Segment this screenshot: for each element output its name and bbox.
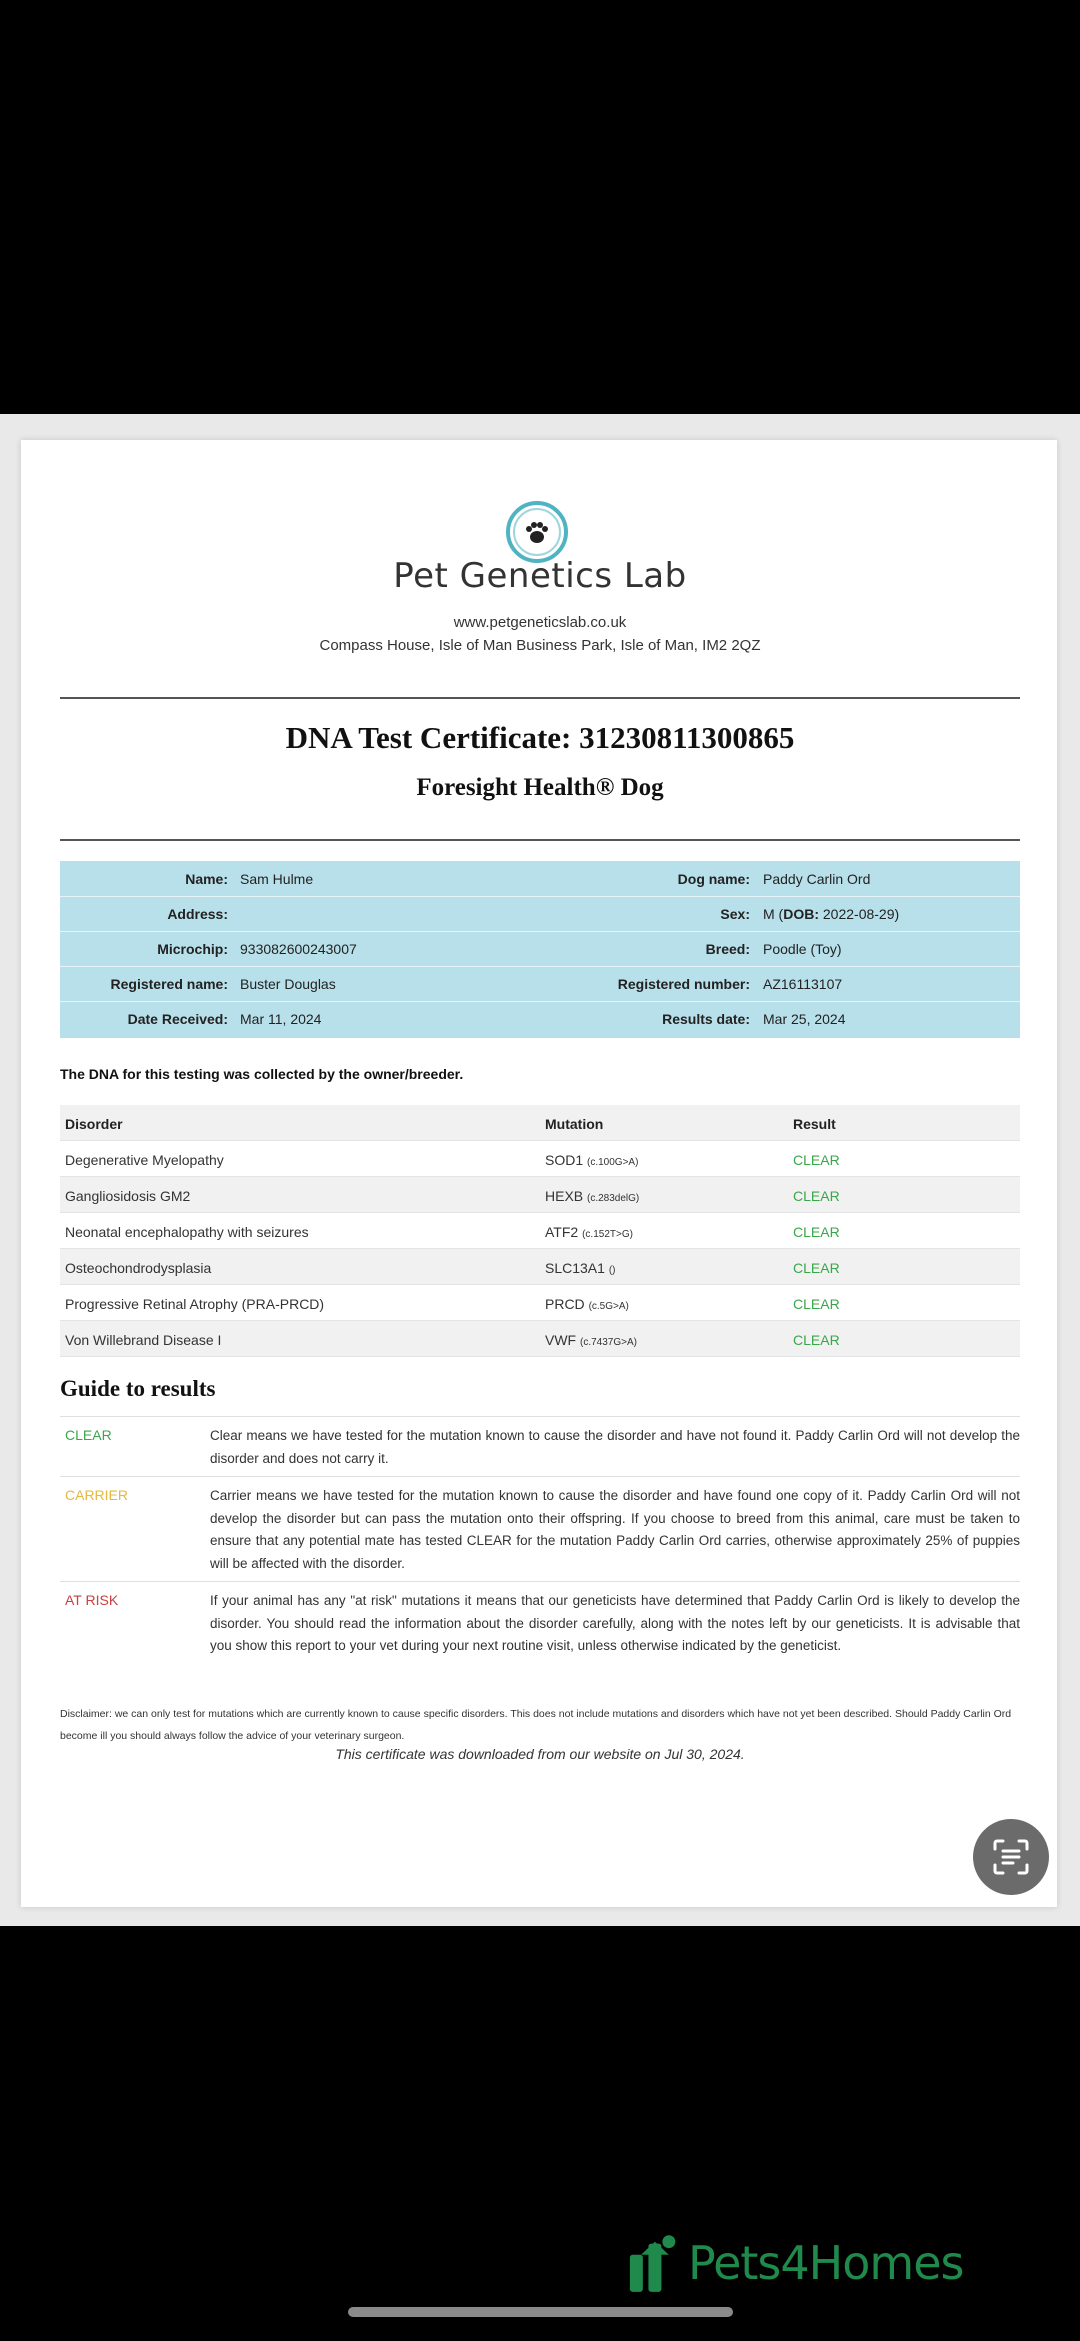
brand-watermark <box>628 2232 1048 2296</box>
date-received-value: Mar 11, 2024 <box>240 1011 322 1027</box>
info-row <box>60 931 1020 967</box>
sex-dob: M (DOB: 2022-08-29) <box>763 906 900 922</box>
results-date-value: Mar 25, 2024 <box>763 1011 846 1027</box>
info-label: Registered number: <box>617 976 750 992</box>
registered-name-value: Buster Douglas <box>240 976 336 992</box>
owner-name: Sam Hulme <box>240 871 314 887</box>
table-row <box>60 1141 1020 1177</box>
info-label: Dog name: <box>677 871 750 887</box>
result-cell: CLEAR <box>793 1224 840 1240</box>
info-label: Sex: <box>720 906 750 922</box>
microchip-value: 933082600243007 <box>240 941 357 957</box>
mutation-cell: SLC13A1 () <box>545 1260 616 1276</box>
download-note: This certificate was downloaded from our website on Jul 30, 2024. <box>335 1746 745 1762</box>
pets4homes-logo-icon <box>628 2234 680 2294</box>
table-header <box>60 1105 1020 1141</box>
info-row <box>60 861 1020 897</box>
result-cell: CLEAR <box>793 1296 840 1312</box>
guide-description: Clear means we have tested for the mutation known to cause the disorder and have not found it. Paddy Carlin Ord will not develop the disorder and does not carry it. <box>210 1428 1020 1466</box>
certificate-subtitle: Foresight Health® Dog <box>416 774 664 801</box>
info-label: Microchip: <box>157 941 228 957</box>
info-row <box>60 966 1020 1002</box>
results-guide <box>60 1416 1020 1664</box>
result-cell: CLEAR <box>793 1152 840 1168</box>
disorder-cell: Von Willebrand Disease I <box>65 1332 222 1348</box>
guide-term-carrier: CARRIER <box>65 1487 129 1503</box>
scan-text-button[interactable] <box>973 1819 1049 1895</box>
dog-name: Paddy Carlin Ord <box>763 871 871 887</box>
mutation-cell: PRCD (c.5G>A) <box>545 1296 629 1312</box>
table-row <box>60 1321 1020 1357</box>
guide-term-at-risk: AT RISK <box>65 1592 119 1608</box>
mutation-cell: VWF (c.7437G>A) <box>545 1332 637 1348</box>
mutation-cell: ATF2 (c.152T>G) <box>545 1224 633 1240</box>
guide-description: If your animal has any "at risk" mutations it means that our geneticists have determined that Paddy Carlin Ord is likely to develop the disorder. You should read the information about the disorder carefully, along with the notes left by our geneticists. It is advisable that you show this report to your vet during your next routine visit, unless otherwise indicated by the geneticist. <box>210 1593 1020 1653</box>
certificate-title: DNA Test Certificate: 31230811300865 <box>285 720 795 755</box>
table-row <box>60 1213 1020 1249</box>
table-row <box>60 1249 1020 1285</box>
disorder-cell: Degenerative Myelopathy <box>65 1152 224 1168</box>
home-indicator[interactable] <box>348 2307 733 2317</box>
table-row <box>60 1285 1020 1321</box>
scan-text-icon <box>973 1819 1049 1895</box>
lab-name: Pet Genetics Lab <box>393 556 687 596</box>
result-cell: CLEAR <box>793 1260 840 1276</box>
info-label: Date Received: <box>127 1011 228 1027</box>
info-label: Results date: <box>662 1011 750 1027</box>
table-row <box>60 1177 1020 1213</box>
info-label: Address: <box>167 906 228 922</box>
collection-note: The DNA for this testing was collected by the owner/breeder. <box>60 1066 464 1082</box>
divider <box>60 839 1020 841</box>
info-label: Breed: <box>705 941 750 957</box>
lab-address: Compass House, Isle of Man Business Park, Isle of Man, IM2 2QZ <box>319 637 761 654</box>
owner-dog-info <box>60 861 1020 1038</box>
paw-logo-icon <box>505 500 569 564</box>
registered-number-value: AZ16113107 <box>763 976 843 992</box>
mutation-cell: HEXB (c.283delG) <box>545 1188 640 1204</box>
mutation-cell: SOD1 (c.100G>A) <box>545 1152 639 1168</box>
disorder-cell: Neonatal encephalopathy with seizures <box>65 1224 309 1240</box>
result-cell: CLEAR <box>793 1332 840 1348</box>
info-label: Name: <box>185 871 228 887</box>
guide-item <box>60 1476 1020 1581</box>
guide-item <box>60 1416 1020 1476</box>
brand-name: Pets4Homes <box>688 2236 964 2290</box>
info-row <box>60 896 1020 932</box>
column-header: Result <box>793 1116 836 1132</box>
disorder-cell: Osteochondrodysplasia <box>65 1260 212 1276</box>
breed-value: Poodle (Toy) <box>763 941 842 957</box>
guide-description: Carrier means we have tested for the mutation known to cause the disorder and have found one copy of it. Paddy Carlin Ord will not develop the disorder but can pass the mutation onto their offspring. If you choose to breed from this animal, care must be taken to ensure that any potential mate has tested CLEAR for the mutation Paddy Carlin Ord carries, otherwise approximately 25% of puppies will be affected with the disorder. <box>210 1488 1020 1571</box>
results-table <box>60 1105 1020 1357</box>
disclaimer: Disclaimer: we can only test for mutations which are currently known to cause specific disorders. This does not include mutations and disorders which have not yet been described. Should Paddy Carlin Ord become ill you should always follow the advice of your veterinary surgeon. <box>60 1708 1012 1742</box>
column-header: Disorder <box>65 1116 123 1132</box>
guide-term-clear: CLEAR <box>65 1427 112 1443</box>
guide-item <box>60 1581 1020 1664</box>
disorder-cell: Gangliosidosis GM2 <box>65 1188 191 1204</box>
info-row <box>60 1001 1020 1036</box>
divider <box>60 697 1020 699</box>
info-label: Registered name: <box>110 976 228 992</box>
result-cell: CLEAR <box>793 1188 840 1204</box>
lab-url: www.petgeneticslab.co.uk <box>453 614 627 631</box>
guide-title: Guide to results <box>60 1376 216 1401</box>
disorder-cell: Progressive Retinal Atrophy (PRA-PRCD) <box>65 1296 325 1312</box>
column-header: Mutation <box>545 1116 604 1132</box>
